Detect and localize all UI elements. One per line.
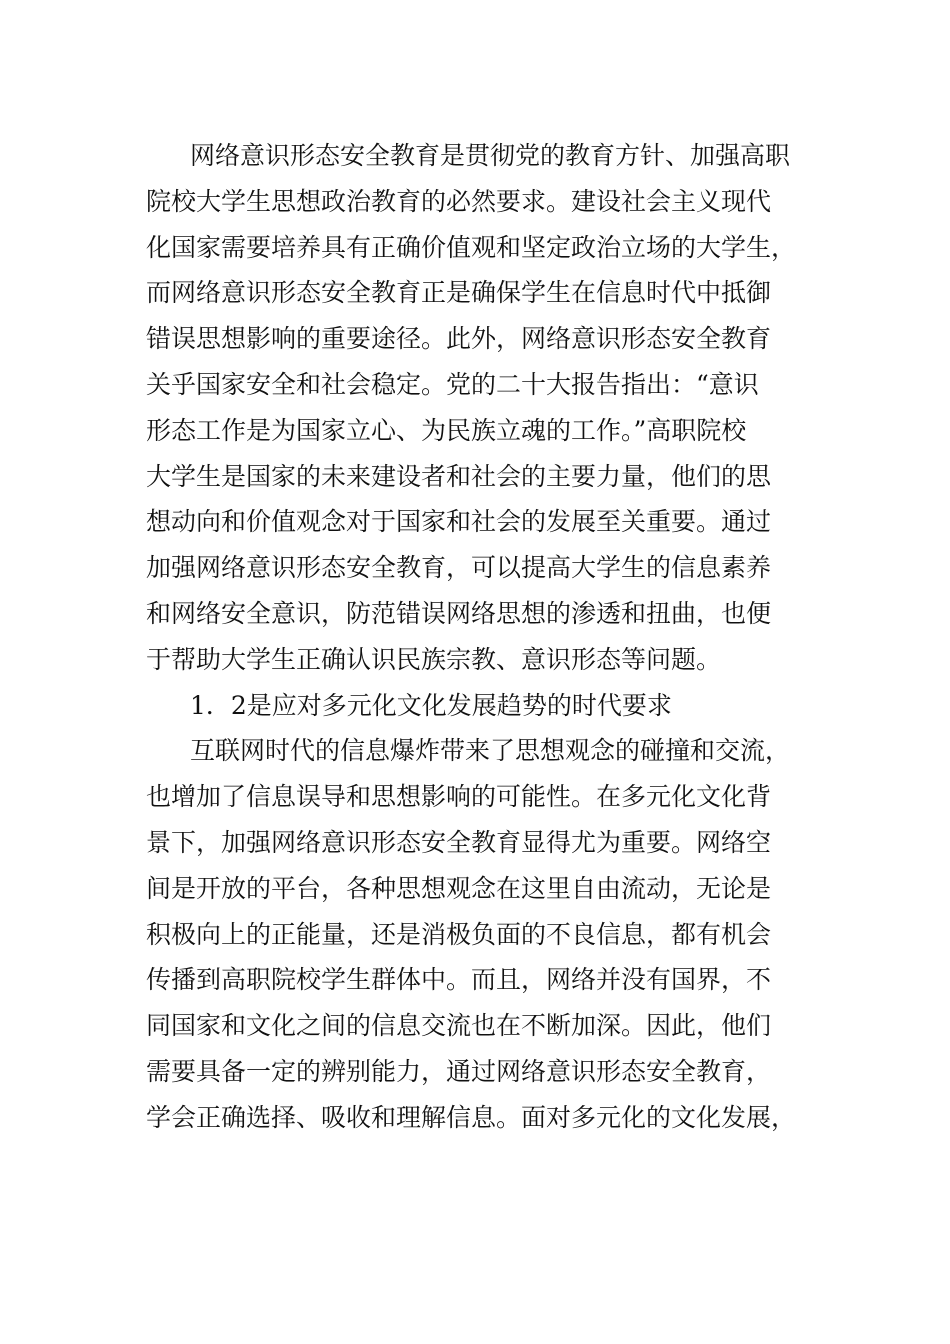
paragraph-1-line-5: 错误思想影响的重要途径。此外，网络意识形态安全教育 bbox=[146, 324, 772, 354]
paragraph-1-line-8: 大学生是国家的未来建设者和社会的主要力量，他们的思 bbox=[146, 461, 772, 491]
paragraph-2-line-9: 学会正确选择、吸收和理解信息。面对多元化的文化发展， bbox=[146, 1102, 797, 1132]
paragraph-1-line-12: 于帮助大学生正确认识民族宗教、意识形态等问题。 bbox=[146, 644, 722, 674]
paragraph-1-line-7: 形态工作是为国家立心、为民族立魂的工作。”高职院校 bbox=[146, 415, 747, 445]
paragraph-1-line-1: 网络意识形态安全教育是贯彻党的教育方针、加强高职 bbox=[190, 141, 791, 170]
paragraph-1-line-11: 和网络安全意识，防范错误网络思想的渗透和扭曲，也便 bbox=[146, 598, 772, 628]
paragraph-2-line-8: 需要具备一定的辨别能力，通过网络意识形态安全教育， bbox=[146, 1056, 772, 1086]
paragraph-2-line-2: 也增加了信息误导和思想影响的可能性。在多元化文化背 bbox=[146, 782, 772, 812]
paragraph-2-line-5: 积极向上的正能量，还是消极负面的不良信息，都有机会 bbox=[146, 919, 772, 949]
paragraph-2-line-7: 同国家和文化之间的信息交流也在不断加深。因此，他们 bbox=[146, 1011, 772, 1041]
paragraph-2-line-6: 传播到高职院校学生群体中。而且，网络并没有国界，不 bbox=[146, 965, 772, 995]
paragraph-2-line-3: 景下，加强网络意识形态安全教育显得尤为重要。网络空 bbox=[146, 827, 772, 857]
section-heading: 1．2是应对多元化文化发展趋势的时代要求 bbox=[190, 690, 672, 720]
paragraph-1-line-6: 关乎国家安全和社会稳定。党的二十大报告指出：“意识 bbox=[146, 369, 759, 399]
document-body bbox=[146, 133, 806, 1141]
paragraph-1-line-9: 想动向和价值观念对于国家和社会的发展至关重要。通过 bbox=[146, 507, 772, 537]
paragraph-1-line-2: 院校大学生思想政治教育的必然要求。建设社会主义现代 bbox=[146, 186, 772, 216]
paragraph-1-line-4: 而网络意识形态安全教育正是确保学生在信息时代中抵御 bbox=[146, 278, 772, 308]
paragraph-1-line-10: 加强网络意识形态安全教育，可以提高大学生的信息素养 bbox=[146, 553, 772, 583]
paragraph-2-line-4: 间是开放的平台，各种思想观念在这里自由流动，无论是 bbox=[146, 873, 772, 903]
paragraph-1-line-3: 化国家需要培养具有正确价值观和坚定政治立场的大学生， bbox=[146, 232, 797, 262]
paragraph-2-line-1: 互联网时代的信息爆炸带来了思想观念的碰撞和交流， bbox=[190, 736, 791, 766]
